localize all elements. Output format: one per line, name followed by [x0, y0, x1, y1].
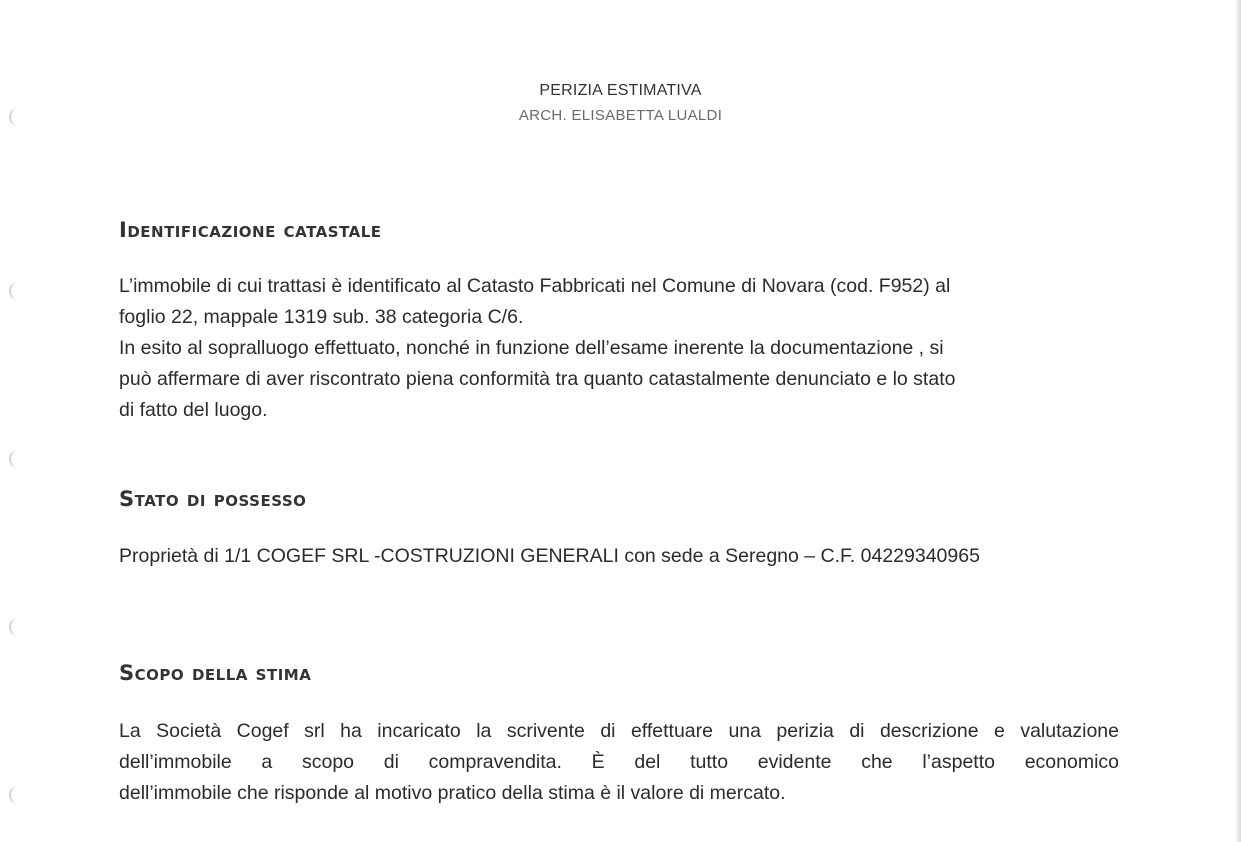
- section-body-scopo-stima: [119, 716, 1119, 809]
- section-body-identificazione: [119, 271, 1104, 426]
- paragraph-line: In esito al sopralluogo effettuato, nonché in funzione dell’esame inerente la documentazione , si: [119, 337, 944, 359]
- section-body-stato-possesso: [119, 541, 1119, 572]
- paragraph-line: foglio 22, mappale 1319 sub. 38 categoria C/6.: [119, 306, 524, 328]
- punch-hole-mark: [9, 450, 21, 468]
- punch-hole-mark: [9, 282, 21, 300]
- section-heading-identificazione: Identificazione catastale: [119, 218, 382, 242]
- paragraph-line: Proprietà di 1/1 COGEF SRL -COSTRUZIONI GENERALI con sede a Seregno – C.F. 04229340965: [119, 545, 980, 567]
- section-heading-stato-possesso: Stato di possesso: [119, 487, 307, 511]
- paragraph-line: dell’immobile a scopo di compravendita. È del tutto evidente che l’aspetto economico: [119, 751, 1119, 773]
- paragraph-line: L’immobile di cui trattasi è identificato al Catasto Fabbricati nel Comune di Novara (cod. F952) al: [119, 275, 951, 297]
- punch-hole-mark: [9, 786, 21, 804]
- paragraph-line: di fatto del luogo.: [119, 399, 268, 421]
- document-author: ARCH. ELISABETTA LUALDI: [518, 107, 723, 124]
- document-title: PERIZIA ESTIMATIVA: [539, 82, 702, 99]
- paragraph-line: può affermare di aver riscontrato piena conformità tra quanto catastalmente denunciato e lo stato: [119, 368, 956, 390]
- paragraph-line: dell’immobile che risponde al motivo pratico della stima è il valore di mercato.: [119, 782, 786, 804]
- punch-hole-mark: [9, 618, 21, 636]
- page-edge-shadow: [1235, 0, 1241, 842]
- section-heading-scopo-stima: Scopo della stima: [119, 661, 312, 685]
- paragraph-line: La Società Cogef srl ha incaricato la scrivente di effettuare una perizia di descrizione e valutazione: [119, 720, 1119, 742]
